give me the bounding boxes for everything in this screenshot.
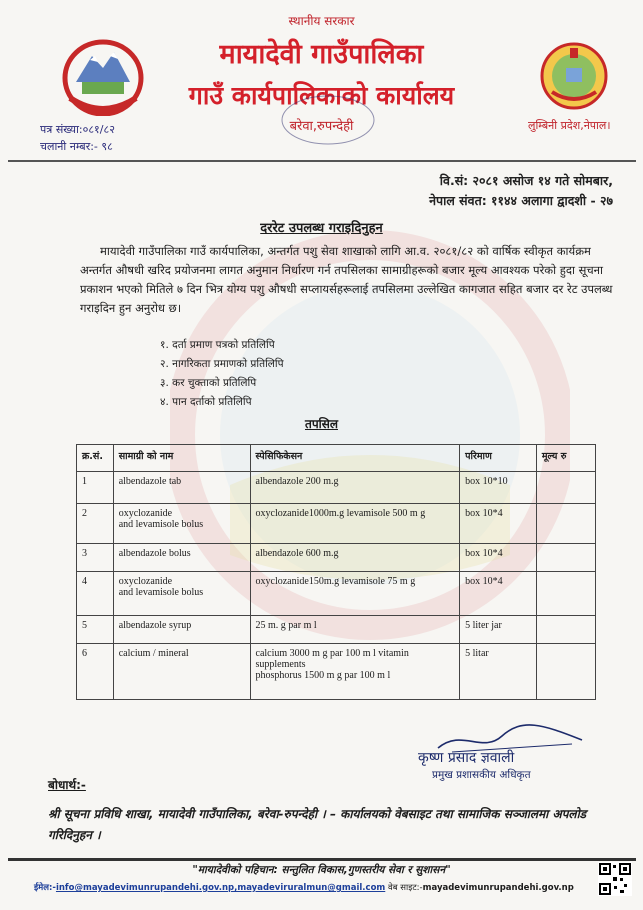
cell-price [536,544,595,572]
table-row [77,472,596,504]
table-row [77,616,596,644]
cell-price [536,644,595,700]
cell-name: albendazole syrup [113,616,250,644]
office-location: बरेवा,रुपन्देही [289,119,354,134]
cell-sn: 6 [77,644,114,700]
cell-qty: box 10*4 [460,572,537,616]
cell-price [536,472,595,504]
signatory-name: कृष्ण प्रसाद ज्ञवाली [418,750,515,766]
cell-price [536,572,595,616]
cell-name: oxyclozanide and levamisole bolus [113,572,250,616]
document-item: १. दर्ता प्रमाण पत्रको प्रतिलिपि [160,339,275,351]
col-spec: स्पेसिफिकेसन [250,445,460,472]
website-link[interactable]: mayadevimunrupandehi.gov.np [422,883,574,893]
footer-divider [8,858,636,861]
cell-qty: box 10*10 [460,472,537,504]
cell-spec: oxyclozanide1000m.g levamisole 500 m g [250,504,460,544]
cell-sn: 2 [77,504,114,544]
cell-sn: 4 [77,572,114,616]
cell-qty: 5 litar [460,644,537,700]
col-price: मूल्य रु [536,445,595,472]
cell-sn: 5 [77,616,114,644]
cell-qty: box 10*4 [460,504,537,544]
date-nepal-sambat: नेपाल संवत: ११४४ अलागा द्वादशी - २७ [429,193,613,208]
cell-price [536,504,595,544]
municipality-name: मायादेवी गाउँपालिका [219,39,424,70]
table-row [77,644,596,700]
dispatch-number: चलानी नम्बर:- ९८ [40,140,113,153]
cell-spec: albendazole 200 m.g [250,472,460,504]
cell-spec: albendazole 600 m.g [250,544,460,572]
cell-name: albendazole tab [113,472,250,504]
table-heading: तपसिल [304,417,338,431]
email-label: ईमेल:- [34,883,56,893]
table-row [77,544,596,572]
document-item: ४. पान दर्ताको प्रतिलिपि [160,396,252,408]
nepal-emblem-logo [62,38,144,116]
document-item: ३. कर चुक्ताको प्रतिलिपि [160,377,257,389]
items-table [76,444,596,700]
document-item: २. नागरिकता प्रमाणको प्रतिलिपि [160,358,284,370]
footer-slogan: "मायादेवीको पहिचान: सन्तुलित विकास,गुणस्तरीय सेवा र सुशासन" [192,864,451,876]
cell-spec: oxyclozanide150m.g levamisole 75 m g [250,572,460,616]
office-name: गाउँ कार्यपालिकाको कार्यालय [188,81,455,110]
col-name: सामाग्री को नाम [113,445,250,472]
cell-spec: calcium 3000 m g par 100 m l vitamin supplements phosphorus 1500 m g par 100 m l [250,644,460,700]
cell-qty: 5 liter jar [460,616,537,644]
date-bs: वि.सं: २०८१ असोज १४ गते सोमबार, [439,173,613,188]
documents-list [160,338,284,414]
cc-text: श्री सूचना प्रविधि शाखा, मायादेवी गाउँपालिका, बरेवा-रुपन्देही । – कार्यालयको वेबसाइट तथा सामाजिक सञ्जालमा अपलोड गरिदिनुहन । [48,807,587,842]
office-stamp [278,92,378,148]
cell-price [536,616,595,644]
cell-qty: box 10*4 [460,544,537,572]
header-divider [8,160,636,162]
ref-number: पत्र संख्या:०८१/८२ [40,123,115,136]
table-row [77,504,596,544]
notice-title: दररेट उपलब्ध गराइदिनुहन [260,221,383,236]
col-sn: क्र.सं. [77,445,114,472]
footer-contact [34,882,574,893]
col-qty: परिमाण [460,445,537,472]
lumbini-province-logo [540,40,608,112]
province-caption: लुम्बिनी प्रदेश,नेपाल। [528,119,611,132]
email-links[interactable]: info@mayadevimunrupandehi.gov.np,mayadeviruralmun@gmail.com [55,883,386,893]
cc-label: बोधार्थ:- [48,778,86,792]
table-row [77,572,596,616]
table-header-row [77,445,596,472]
cell-name: oxyclozanide and levamisole bolus [113,504,250,544]
cell-name: calcium / mineral [113,644,250,700]
cell-spec: 25 m. g par m l [250,616,460,644]
qr-code-icon [598,862,632,896]
cell-sn: 3 [77,544,114,572]
govt-label: स्थानीय सरकार [288,14,355,28]
website-label: वेब साइट:- [387,883,423,893]
cell-sn: 1 [77,472,114,504]
cell-name: albendazole bolus [113,544,250,572]
signatory-title: प्रमुख प्रशासकीय अधिकृत [432,769,531,781]
notice-body: मायादेवी गाउँपालिका गाउँ कार्यपालिका, अन्तर्गत पशु सेवा शाखाको लागि आ.व. २०८१/८२ को वार्षिक स्वीकृत कार्यक्रम अन्तर्गत औषधी खरिद प्रयोजनमा लागत अनुमान निर्धारण गर्न तपसिलका सामाग्रीहरूको बजार मूल्य आवश्यक परेको हुदा सूचना प्रकाशन भएको मितिले ७ दिन भित्र योग्य पशु औषधी सप्लायर्सहरूलाई तपसिलमा उल्लेखित कागजात सहित बजार दर रेट उपलब्ध गराइदिन हुन अनुरोध छ। [80,244,613,315]
